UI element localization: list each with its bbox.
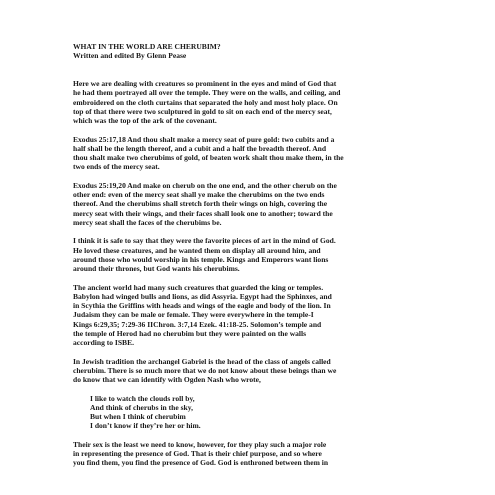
- paragraph-4: [73, 236, 448, 273]
- text-line: thereof. And the cherubims shall stretch forth their wings on high, covering the: [73, 199, 328, 209]
- poem-line: I like to watch the clouds roll by,: [90, 393, 195, 403]
- text-line: half shall be the length thereof, and a cubit and a half the breadth thereof. And: [73, 143, 327, 153]
- text-line: Exodus 25:19,20 And make on cherub on the one end, and the other cherub on the: [73, 180, 337, 190]
- text-line: Kings 6:29,35; 7:29-36 IIChron. 3:7,14 Ezek. 41:18-25. Solomon’s temple and: [73, 319, 322, 329]
- text-line: according to ISBE.: [73, 338, 135, 347]
- text-line: around their thrones, but God wants his cherubims.: [73, 264, 240, 273]
- text-line: In Jewish tradition the archangel Gabriel is the head of the class of angels called: [73, 356, 331, 366]
- poem-line: But when I think of cherubim: [90, 412, 186, 421]
- text-line: I think it is safe to say that they were the favorite pieces of art in the mind of God.: [73, 236, 336, 246]
- text-line: thou shalt make two cherubims of gold, of beaten work shalt thou make them, in the: [73, 153, 344, 162]
- text-line: do know that we can identify with Ogden Nash who wrote,: [73, 375, 261, 384]
- text-line: Babylon had winged bulls and lions, as did Assyria. Egypt had the Sphinxes, and: [73, 291, 332, 301]
- text-line: mercy seat shall the faces of the cherubims be.: [73, 217, 222, 227]
- text-line: in representing the presence of God. That is their chief purpose, and so where: [73, 449, 322, 458]
- paragraph-7: [73, 440, 448, 468]
- document-body: [73, 42, 448, 477]
- text-line: cherubim. There is so much more that we do not know about these beings than we: [73, 365, 337, 375]
- text-line: The ancient world had many such creatures that guarded the king or temples.: [73, 282, 324, 292]
- poem-block: [73, 394, 448, 431]
- text-line: mercy seat with their wings, and their faces shall look one to another; toward the: [73, 208, 333, 218]
- text-line: Exodus 25:17,18 And thou shalt make a mercy seat of pure gold: two cubits and a: [73, 134, 335, 144]
- text-line: two ends of the mercy seat.: [73, 162, 160, 172]
- text-line: around those who would worship in his temple. Kings and Emperors want lions: [73, 254, 329, 264]
- text-line: He loved these creatures, and he wanted them on display all around him, and: [73, 245, 321, 255]
- text-line: the temple of Herod had no cherubim but they were painted on the walls: [73, 328, 307, 338]
- text-line: he had them portrayed all over the temple. They were on the walls, and ceiling, and: [73, 88, 341, 98]
- poem-line: And think of cherubs in the sky,: [90, 402, 193, 412]
- paragraph-6: [73, 357, 448, 385]
- paragraph-1: [73, 79, 448, 125]
- text-line: which was the top of the ark of the covenant.: [73, 116, 217, 125]
- text-line: top of that there were two sculptured in gold to sit on each end of the mercy seat,: [73, 106, 332, 116]
- document-title: WHAT IN THE WORLD ARE CHERUBIM?: [73, 42, 221, 51]
- text-line: Here we are dealing with creatures so prominent in the eyes and mind of God that: [73, 79, 337, 88]
- document-byline: Written and edited By Glenn Pease: [73, 51, 187, 61]
- text-line: in Scythia the Griffins with heads and wings of the eagle and body of the lion. In: [73, 301, 331, 310]
- text-line: other end: even of the mercy seat shall ye make the cherubims on the two ends: [73, 190, 325, 199]
- text-line: Their sex is the least we need to know, however, for they play such a major role: [73, 439, 327, 449]
- text-line: Judaism they can be male or female. They were everywhere in the temple-I: [73, 310, 314, 320]
- paragraph-3: [73, 181, 448, 227]
- paragraph-5: [73, 283, 448, 348]
- header-block: [73, 42, 448, 61]
- text-line: you find them, you find the presence of God. God is enthroned between them in: [73, 458, 329, 468]
- text-line: embroidered on the cloth curtains that separated the holy and most holy place. On: [73, 97, 338, 107]
- poem-line: I don’t know if they’re her or him.: [90, 421, 201, 431]
- paragraph-2: [73, 135, 448, 172]
